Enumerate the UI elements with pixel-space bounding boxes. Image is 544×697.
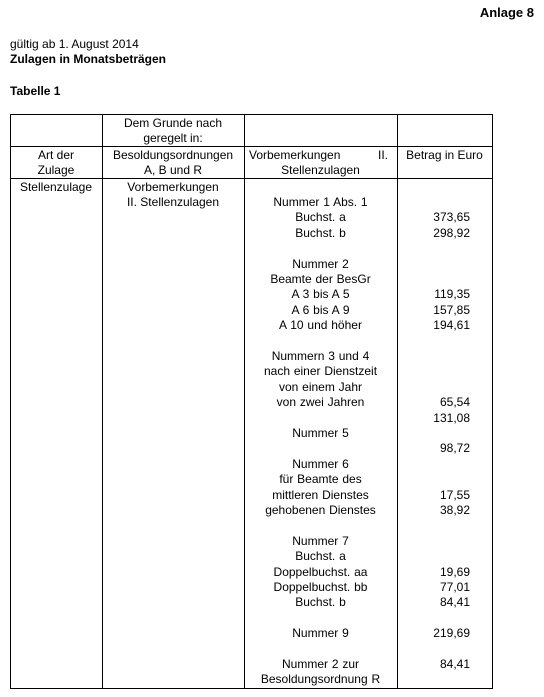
- header-col2-line-1: Besoldungsordnungen: [112, 148, 234, 162]
- entry-amount: 84,41: [439, 595, 470, 610]
- entry-text: Nummer 1 Abs. 1: [273, 195, 368, 209]
- entry-text: Nummer 9: [292, 626, 349, 641]
- table-row: [244, 287, 493, 302]
- header-bottom-line: [10, 178, 493, 179]
- table-row: [244, 195, 493, 210]
- entry-text: Buchst. b: [295, 595, 346, 610]
- entry-text: Nummern 3 und 4: [271, 349, 370, 363]
- entry-text: gehobenen Dienstes: [265, 503, 376, 517]
- entry-amount: 131,08: [433, 410, 470, 425]
- row-besoldung: [102, 180, 244, 210]
- entry-text: Nummer 5: [292, 426, 349, 440]
- table-row: [244, 364, 493, 379]
- entry-amount: 119,35: [434, 287, 470, 302]
- header-col3-c: Stellenzulagen: [281, 163, 360, 177]
- entry-amount: 373,65: [433, 210, 470, 225]
- table-row: [244, 595, 493, 610]
- entry-amount: 194,61: [433, 318, 470, 333]
- entry-text: Nummer 6: [292, 456, 349, 471]
- header-col2-line-2: A, B und R: [143, 163, 203, 177]
- entry-amount: 38,92: [439, 503, 470, 517]
- table-row: [244, 411, 493, 426]
- entry-amount: 17,55: [439, 487, 470, 502]
- group-header-line-2: geregelt in:: [143, 131, 203, 145]
- entry-text: Buchst. a: [295, 210, 346, 225]
- entry-text: A 10 und höher: [279, 318, 362, 333]
- entry-amount: 65,54: [439, 395, 470, 410]
- table-row: [244, 565, 493, 580]
- table-row: [244, 457, 493, 472]
- header-art-der-zulage: [10, 148, 102, 178]
- entry-text: nach einer Dienstzeit: [263, 364, 378, 379]
- group-header: [102, 116, 244, 146]
- table-row: [244, 272, 493, 287]
- table-row: [244, 426, 493, 441]
- table-row: [244, 488, 493, 503]
- header-col1-line-1: Art der: [37, 148, 74, 162]
- table-row: [244, 318, 493, 333]
- entry-amount: 77,01: [439, 580, 470, 594]
- entry-text: Doppelbuchst. aa: [273, 564, 368, 579]
- table-row: [244, 534, 493, 549]
- table-row: [244, 241, 493, 256]
- table-row: [244, 503, 493, 518]
- entry-text: A 3 bis A 5: [291, 287, 350, 302]
- entry-amount: 19,69: [439, 564, 470, 579]
- header-col1-line-2: Zulage: [37, 163, 75, 177]
- header-col3-a: Vorbemerkungen: [249, 148, 341, 162]
- entry-text: Doppelbuchst. bb: [273, 580, 368, 594]
- table-row: [244, 672, 493, 687]
- entry-text: mittleren Dienstes: [272, 487, 369, 502]
- table-row: [244, 441, 493, 456]
- entry-text: Nummer 2 zur: [281, 657, 359, 671]
- valid-from-text: gültig ab 1. August 2014: [10, 37, 139, 51]
- table-row: [244, 611, 493, 626]
- table-row: [244, 657, 493, 672]
- document-title: Zulagen in Monatsbeträgen: [10, 52, 167, 66]
- entry-amount: 298,92: [433, 225, 470, 240]
- anlage-label: Anlage 8: [479, 5, 534, 20]
- entry-text: für Beamte des: [279, 472, 362, 487]
- group-header-line-1: Dem Grunde nach: [123, 116, 223, 130]
- entry-amount: 157,85: [433, 302, 470, 317]
- table-row: [244, 395, 493, 410]
- table-row: [244, 303, 493, 318]
- entry-amount: 84,41: [439, 657, 470, 671]
- table-row: [244, 257, 493, 272]
- table-border-top: [10, 114, 493, 115]
- entry-amount: 98,72: [439, 441, 470, 456]
- entry-text: Buchst. b: [295, 225, 346, 240]
- table-row: [244, 210, 493, 225]
- entry-text: von zwei Jahren: [276, 395, 365, 410]
- entry-amount: 219,69: [433, 626, 470, 641]
- table-row: [244, 642, 493, 657]
- header-besoldungsordnungen: [102, 148, 244, 178]
- table-row: [244, 380, 493, 395]
- entry-text: Nummer 2: [292, 256, 349, 271]
- table-row: [244, 334, 493, 349]
- table-row: [244, 518, 493, 533]
- table-label: Tabelle 1: [10, 84, 61, 98]
- entry-text: A 6 bis A 9: [291, 302, 350, 317]
- entry-text: Buchst. a: [295, 549, 346, 564]
- entry-text: Beamte der BesGr: [270, 272, 371, 286]
- table-row: [244, 226, 493, 241]
- header-col3-b: II.: [378, 148, 389, 162]
- entry-text: von einem Jahr: [278, 379, 363, 394]
- table-border-bottom: [10, 688, 493, 689]
- table-row: [244, 580, 493, 595]
- header-betrag: Betrag in Euro: [406, 148, 483, 162]
- table-border-left: [10, 114, 11, 689]
- entry-text: Besoldungsordnung R: [260, 672, 381, 687]
- table-row: [244, 626, 493, 641]
- table-row: [244, 349, 493, 364]
- header-divider: [10, 146, 493, 147]
- table-row: [244, 472, 493, 487]
- entry-text: Nummer 7: [292, 533, 349, 548]
- row-art: Stellenzulage: [19, 180, 93, 194]
- table-row: [244, 549, 493, 564]
- row-besoldung-line-2: II. Stellenzulagen: [126, 195, 220, 209]
- row-besoldung-line-1: Vorbemerkungen: [127, 180, 219, 194]
